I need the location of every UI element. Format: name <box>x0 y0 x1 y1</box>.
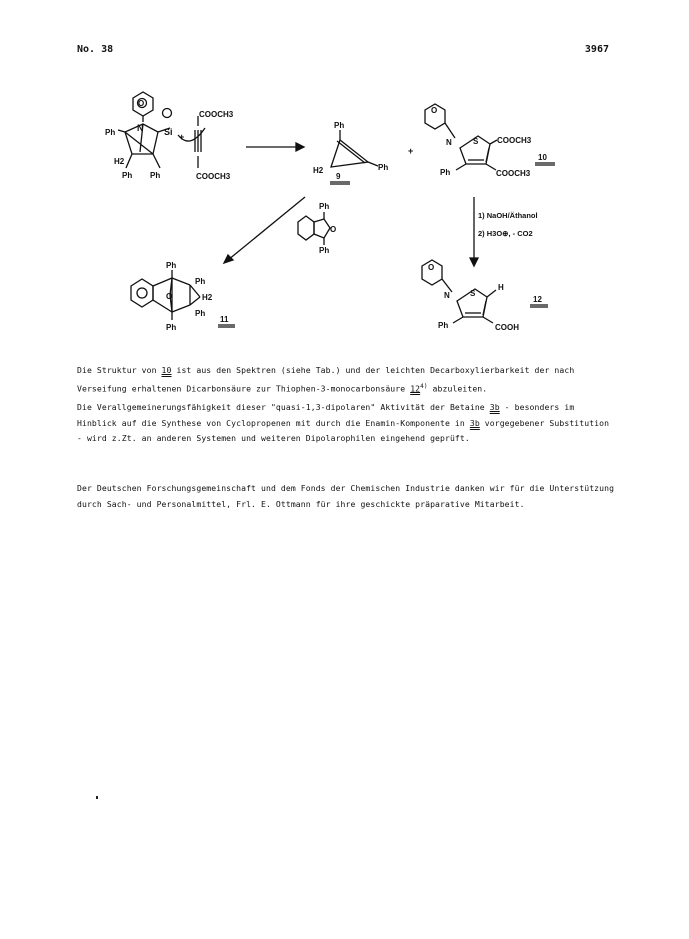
ph-label: Ph <box>105 128 116 137</box>
ph-label: Ph <box>378 163 389 172</box>
reaction-step-2: 2) H3O⊕, - CO2 <box>478 229 533 238</box>
reaction-scheme <box>0 0 689 360</box>
cooh-label: COOH <box>495 323 519 332</box>
s-label: S <box>473 137 479 146</box>
h2-label: H2 <box>114 157 125 166</box>
compound-number: 12 <box>533 295 542 304</box>
ester-label: COOCH3 <box>199 110 234 119</box>
paragraph-acknowledgement: Der Deutschen Forschungsgemeinschaft und dem Fonds der Chemischen Industrie danken wir für die Unterstützung durch Sach- und Personalmittel, Frl. E. Ottmann für ihre geschickte präparative Mitarbeit. <box>77 483 615 509</box>
plus-sign: + <box>408 146 414 156</box>
thiophene-12 <box>422 260 548 323</box>
footnote-ref: 4) <box>420 382 428 390</box>
ph-label: Ph <box>166 323 177 332</box>
o-label: O <box>138 99 145 108</box>
alkyne-dicarboxylate <box>195 116 201 168</box>
compound-number: 11 <box>220 315 229 324</box>
compound-ref: 12 <box>410 383 421 394</box>
si-label: Si <box>164 127 173 137</box>
compound-number: 9 <box>336 172 341 181</box>
journal-number: No. 38 <box>77 44 114 55</box>
o-label: O <box>428 263 435 272</box>
ph-label: Ph <box>334 121 345 130</box>
ph-label: Ph <box>166 261 177 270</box>
o-label: O <box>166 292 173 301</box>
n-label: N <box>446 138 452 147</box>
ester-label: COOCH3 <box>497 136 532 145</box>
ph-label: Ph <box>122 171 133 180</box>
n-label: N <box>137 123 144 133</box>
h2-label: H2 <box>313 166 324 175</box>
ph-label: Ph <box>319 202 330 211</box>
h-label: H <box>498 283 504 292</box>
o-label: O <box>431 106 438 115</box>
s-label: S <box>470 289 476 298</box>
ph-label: Ph <box>438 321 449 330</box>
compound-ref: 10 <box>161 365 172 375</box>
page-number: 3967 <box>584 44 609 55</box>
reaction-step-1: 1) NaOH/Äthanol <box>478 211 538 220</box>
diphenylisobenzofuran <box>298 212 330 245</box>
ph-label: Ph <box>150 171 161 180</box>
ph-label: Ph <box>319 246 330 255</box>
compound-number: 10 <box>538 153 547 162</box>
thiophene-10 <box>425 104 555 170</box>
plus-sign: + <box>179 132 185 142</box>
n-label: N <box>444 291 450 300</box>
ester-label: COOCH3 <box>196 172 231 181</box>
compound-ref: 3b <box>489 402 500 412</box>
paragraph-generalization: Die Verallgemeinerungsfähigkeit dieser "quasi-1,3-dipolaren" Aktivität der Betaine 3b - besonders im Hinblick auf die Synthese von Cyclopropenen mit durch die Enamin-Komponente in 3b vorgegebener Substitution - wird z.Zt. an anderen Systemen und weiteren Dipolarophilen eingehend geprüft. <box>77 402 610 443</box>
paragraph-structure: Die Struktur von 10 ist aus den Spektren (siehe Tab.) und der leichten Decarboxylierbarkeit der nach Verseifung erhaltenen Dicarbonsäure zur Thiophen-3-monocarbonsäure 12$^{4)}$ abzuleiten. <box>77 365 575 394</box>
ph-label: Ph <box>195 309 206 318</box>
ph-label: Ph <box>440 168 451 177</box>
scan-speck <box>96 796 98 799</box>
ph-label: Ph <box>195 277 206 286</box>
h2-label: H2 <box>202 293 213 302</box>
ester-label: COOCH3 <box>496 169 531 178</box>
compound-ref: 3b <box>469 417 480 428</box>
o-label: O <box>330 225 337 234</box>
